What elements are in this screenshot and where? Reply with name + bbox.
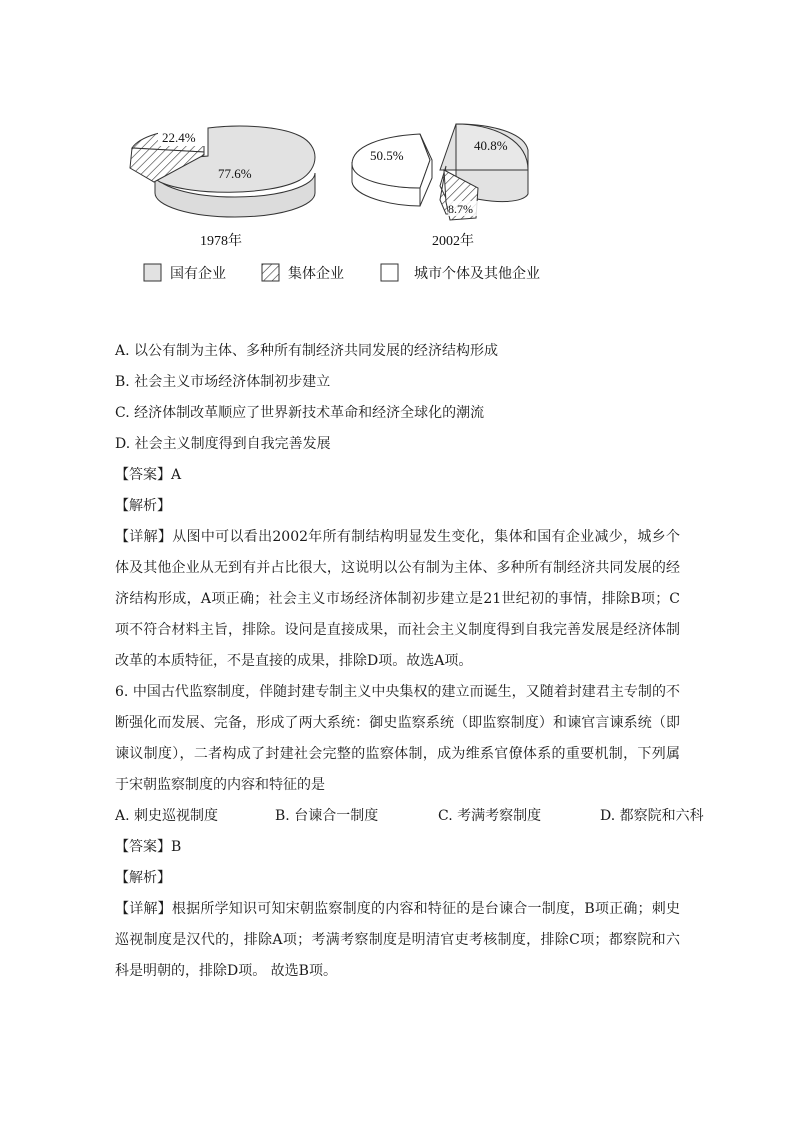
q6-stem: 6. 中国古代监察制度，伴随封建专制主义中央集权的建立而诞生，又随着封建君主专制的不断强化而发展、完备，形成了两大系统：御史监察系统（即监察制度）和谏官言谏系统（即谏议制度），二者构成了封建社会完整的监察体制，成为维系官僚体系的重要机制，下列属于宋朝监察制度的内容和特征的是 [115, 684, 680, 793]
label-1978-state: 77.6% [218, 166, 252, 181]
legend-swatch-other [381, 264, 398, 281]
q5-option-a: A. 以公有制为主体、多种所有制经济共同发展的经济结构形成 [115, 343, 499, 359]
pie-1978 [130, 126, 315, 249]
legend [144, 264, 540, 282]
title-1978: 1978年 [200, 234, 242, 249]
label-2002-other: 50.5% [370, 148, 404, 163]
q6-option-d: D. 都察院和六科 [600, 808, 704, 824]
pie-2002 [352, 124, 528, 249]
q5-option-d: D. 社会主义制度得到自我完善发展 [115, 436, 331, 452]
question-content [115, 336, 704, 987]
legend-label-other: 城市个体及其他企业 [414, 267, 540, 282]
q6-option-c: C. 考满考察制度 [438, 808, 542, 824]
q6-option-a: A. 刺史巡视制度 [115, 808, 219, 824]
label-2002-state: 40.8% [474, 138, 508, 153]
q5-option-c: C. 经济体制改革顺应了世界新技术革命和经济全球化的潮流 [115, 405, 485, 421]
title-2002: 2002年 [432, 234, 474, 249]
q6-detail: 【详解】根据所学知识可知宋朝监察制度的内容和特征的是台谏合一制度，B项正确；刺史巡视制度是汉代的，排除A项；考满考察制度是明清官吏考核制度，排除C项；都察院和六科是明朝的，排除D项。 故选B项。 [115, 901, 680, 979]
q5-analysis-heading: 【解析】 [115, 498, 171, 514]
q5-detail: 【详解】从图中可以看出2002年所有制结构明显发生变化，集体和国有企业减少，城乡个体及其他企业从无到有并占比很大，这说明以公有制为主体、多种所有制经济共同发展的经济结构形成，A项正确；社会主义市场经济体制初步建立是21世纪初的事情，排除B项；C项不符合材料主旨，排除。设问是直接成果，而社会主义制度得到自我完善发展是经济体制改革的本质特征，不是直接的成果，排除D项。故选A项。 [115, 529, 680, 669]
legend-swatch-state [144, 264, 161, 281]
label-2002-collective: 8.7% [448, 202, 473, 216]
q5-option-b: B. 社会主义市场经济体制初步建立 [115, 374, 331, 390]
q6-answer: 【答案】B [115, 839, 182, 855]
q6-analysis-heading: 【解析】 [115, 870, 171, 886]
legend-label-state: 国有企业 [170, 267, 226, 282]
q6-option-b: B. 台谏合一制度 [275, 808, 379, 824]
q6-options [115, 801, 704, 832]
label-1978-collective: 22.4% [162, 130, 196, 145]
legend-swatch-collective [262, 264, 279, 281]
legend-label-collective: 集体企业 [288, 267, 344, 282]
q5-answer: 【答案】A [115, 467, 182, 483]
ownership-pie-charts [120, 110, 560, 300]
